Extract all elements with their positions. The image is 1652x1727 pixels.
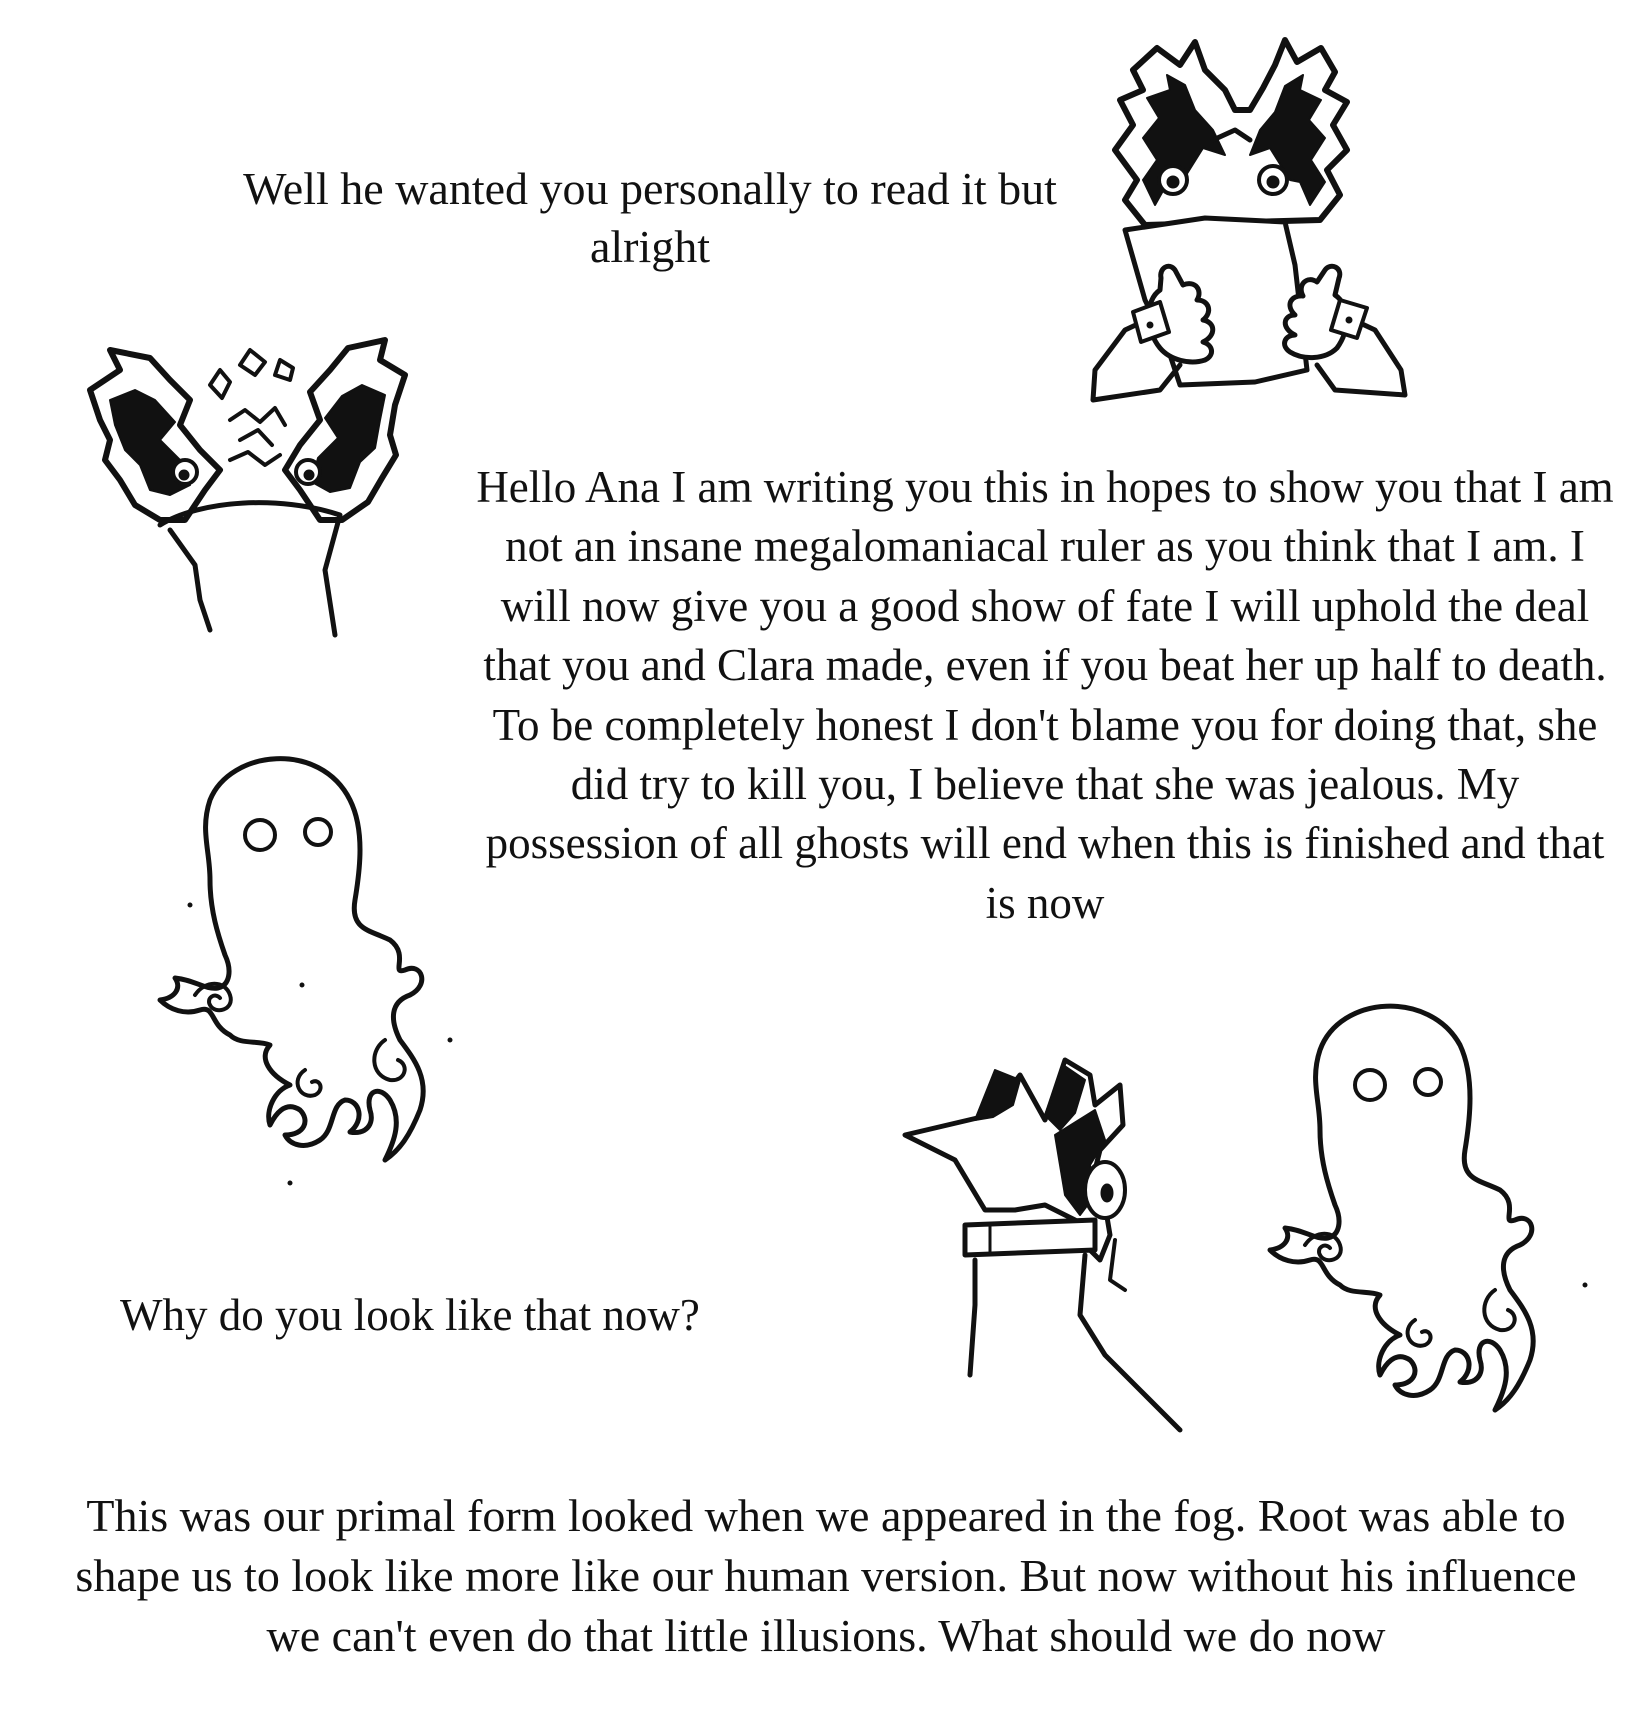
ghost-tentacles-drawing [140, 740, 480, 1210]
character-reading-letter-drawing [1085, 30, 1415, 420]
ghost-tentacles-drawing [1245, 985, 1595, 1455]
character-profile-drawing [895, 1045, 1205, 1445]
caption-bottom: This was our primal form looked when we appeared in the fog. Root was able to shape us to look like more like our human version. But now without his influence we can't even do that little illusions. What should we do now [75, 1490, 1577, 1661]
letter-text: Hello Ana I am writing you this in hopes to show you that I am not an insane megalomaniacal ruler as you think that I am. I will now give you a good show of fate I will uphold the deal that you and Clara made, even if you beat her up half to death. To be completely honest I don't blame you for doing that, she did try to kill you, I believe that she was jealous. My possession of all ghosts will end when this is finished and that is now [476, 462, 1614, 928]
character-torn-mask-drawing [80, 330, 420, 650]
caption-top: Well he wanted you personally to read it but alright [243, 163, 1057, 272]
caption-question: Why do you look like that now? [120, 1290, 700, 1340]
